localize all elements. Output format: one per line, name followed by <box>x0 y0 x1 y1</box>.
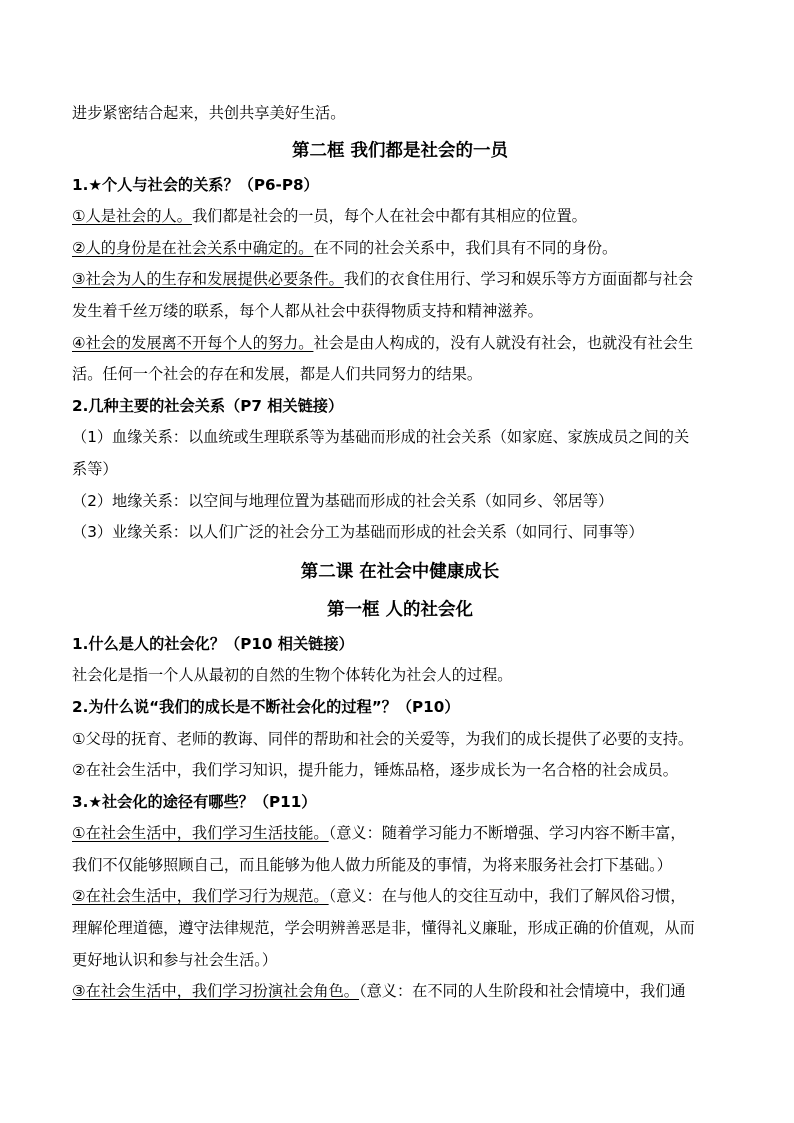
approach-2 <box>72 881 728 913</box>
approach-key: ②在社会生活中，我们学习行为规范。 <box>72 887 329 906</box>
approach-3 <box>72 976 728 1008</box>
lesson-question-heading-3: 3.★社会化的途径有哪些？（P11） <box>72 792 317 811</box>
lesson-title: 第二课 在社会中健康成长 <box>300 561 500 582</box>
relation-item-2: （2）地缘关系：以空间与地理位置为基础而形成的社会关系（如同乡、邻居等） <box>72 491 614 510</box>
frame-title: 第一框 人的社会化 <box>326 599 474 620</box>
point-key: ①人是社会的人。 <box>72 207 192 226</box>
point-4 <box>72 328 728 360</box>
approach-1-continued: 我们不仅能够照顾自己，而且能够为他人做力所能及的事情，为将来服务社会打下基础。） <box>72 855 672 874</box>
point-key: ②人的身份是在社会关系中确定的。 <box>72 238 314 257</box>
intro-line: 进步紧密结合起来，共创共享美好生活。 <box>72 104 346 122</box>
approach-1 <box>72 818 728 850</box>
approach-text: （意义：在与他人的交往互动中，我们了解风俗习惯， <box>328 887 686 906</box>
approach-text: （意义：随着学习能力不断增强、学习内容不断丰富， <box>328 824 686 843</box>
point-1 <box>72 201 728 233</box>
lesson-question-heading-2: 2.为什么说“我们的成长是不断社会化的过程”？（P10） <box>72 697 460 716</box>
lesson-answer-1: 社会化是指一个人从最初的自然的生物个体转化为社会人的过程。 <box>72 666 513 685</box>
lesson-question-heading-1: 1.什么是人的社会化？（P10 相关链接） <box>72 634 354 653</box>
approach-2-continued: 理解伦理道德，遵守法律规范，学会明辨善恶是非，懂得礼义廉耻，形成正确的价值观，从而 <box>72 919 695 938</box>
approach-text: （意义：在不同的人生阶段和社会情境中，我们通 <box>359 982 686 1001</box>
relation-item-1: （1）血缘关系：以血统或生理联系等为基础而形成的社会关系（如家庭、家族成员之间的关 <box>72 428 690 447</box>
point-text: 在不同的社会关系中，我们具有不同的身份。 <box>313 238 618 257</box>
point-2 <box>72 233 728 265</box>
point-text: 社会是由人构成的，没有人就没有社会，也就没有社会生 <box>313 333 694 352</box>
point-3-continued: 发生着千丝万缕的联系，每个人都从社会中获得物质支持和精神滋养。 <box>72 301 543 320</box>
approach-key: ③在社会生活中，我们学习扮演社会角色。 <box>72 982 359 1001</box>
document-page <box>72 98 728 1008</box>
lesson-answer-2-point-1: ①父母的抚育、老师的教诲、同伴的帮助和社会的关爱等，为我们的成长提供了必要的支持。 <box>72 729 694 748</box>
point-text: 我们的衣食住用行、学习和娱乐等方方面面都与社会 <box>343 270 694 289</box>
point-4-continued: 活。任何一个社会的存在和发展，都是人们共同努力的结果。 <box>72 365 483 384</box>
relation-item-3: （3）业缘关系：以人们广泛的社会分工为基础而形成的社会关系（如同行、同事等） <box>72 523 644 542</box>
section-title-frame2: 第二框 我们都是社会的一员 <box>291 140 509 161</box>
approach-2-continued: 更好地认识和参与社会生活。） <box>72 950 278 969</box>
approach-key: ①在社会生活中，我们学习生活技能。 <box>72 824 329 843</box>
lesson-answer-2-point-2: ②在社会生活中，我们学习知识，提升能力，锤炼品格，逐步成长为一名合格的社会成员。 <box>72 761 678 780</box>
point-key: ④社会的发展离不开每个人的努力。 <box>72 333 314 352</box>
point-key: ③社会为人的生存和发展提供必要条件。 <box>72 270 344 289</box>
point-3 <box>72 264 728 296</box>
point-text: 我们都是社会的一员，每个人在社会中都有其相应的位置。 <box>191 207 587 226</box>
question-heading-1: 1.★个人与社会的关系？（P6-P8） <box>72 175 319 194</box>
question-heading-2: 2.几种主要的社会关系（P7 相关链接） <box>72 396 344 415</box>
relation-item-1-continued: 系等） <box>72 459 118 478</box>
